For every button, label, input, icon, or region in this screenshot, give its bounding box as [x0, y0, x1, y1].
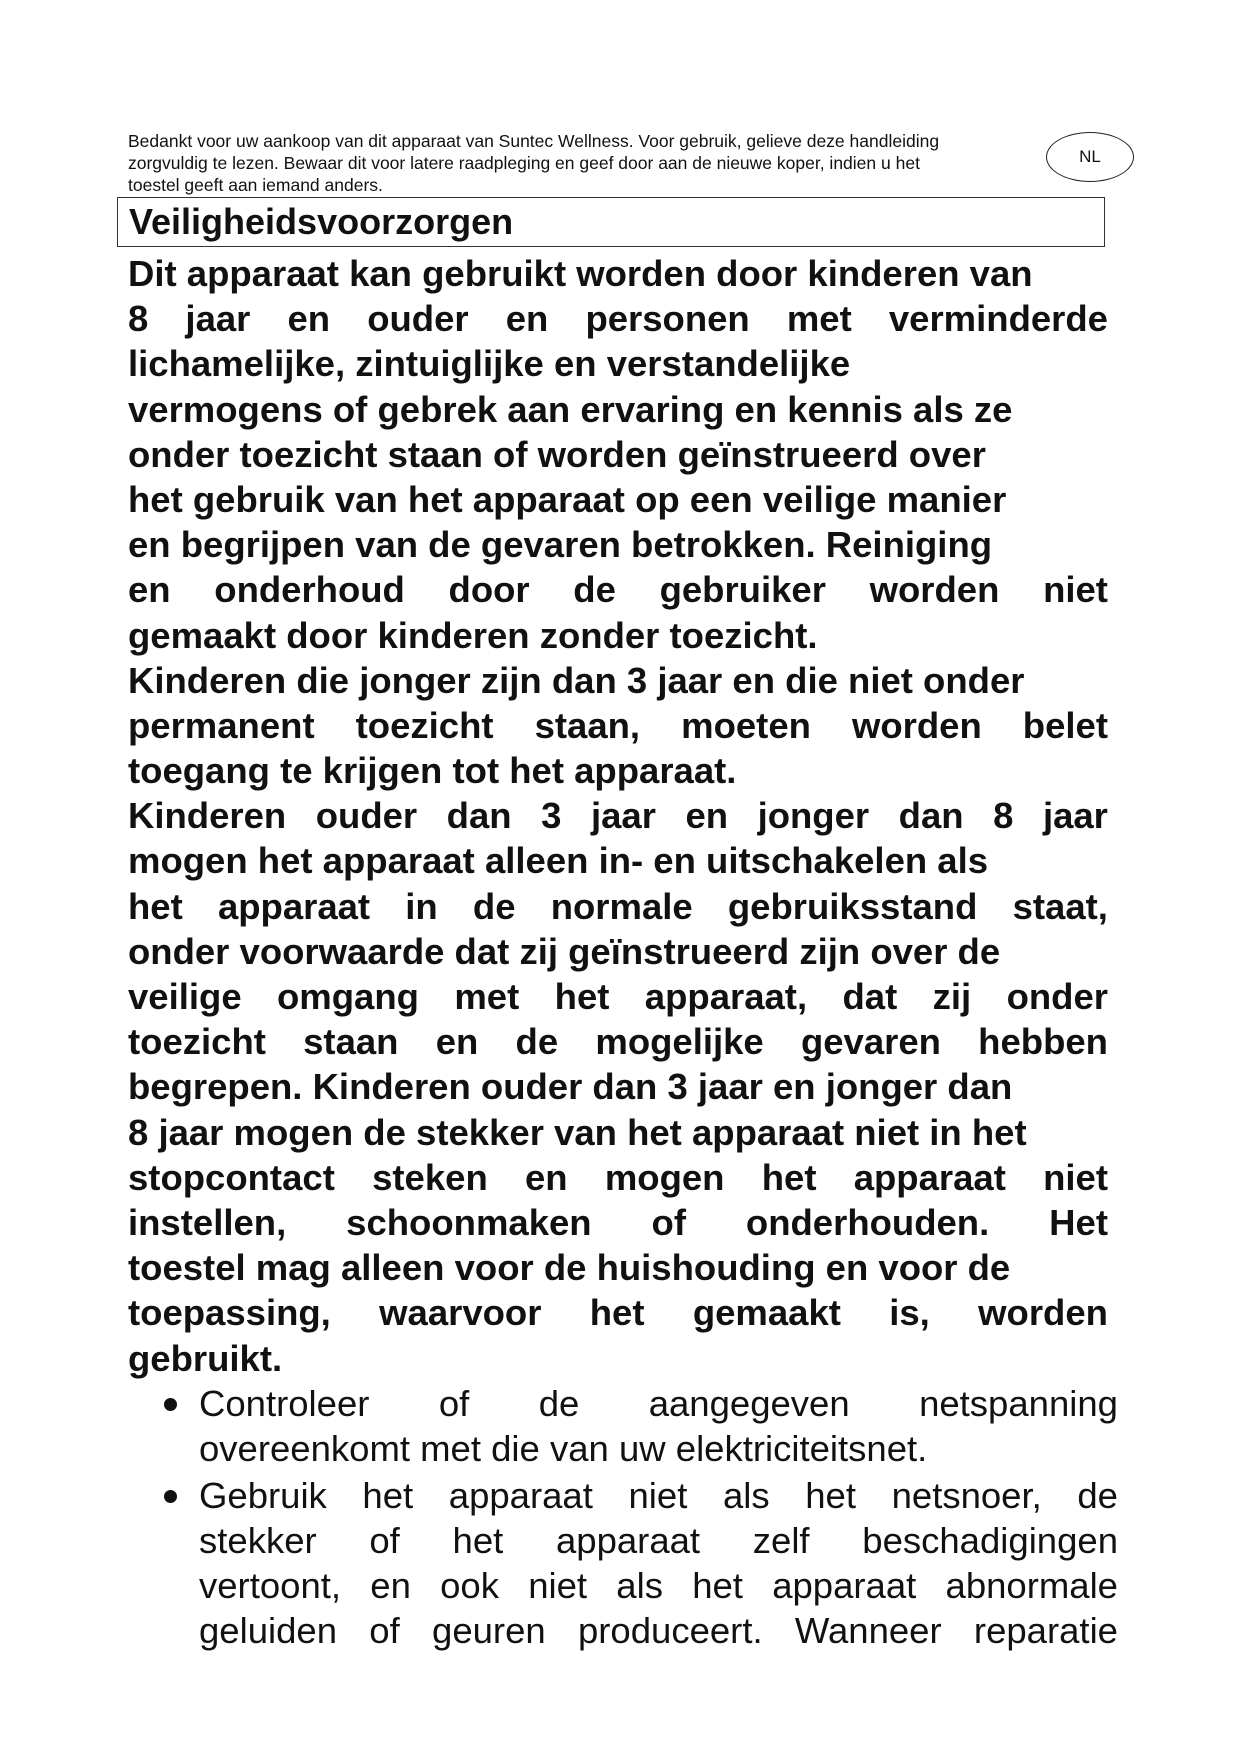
word: en: [524, 1156, 568, 1198]
word: apparaat: [772, 1565, 917, 1606]
paragraph-line: begrepen. Kinderen ouder dan 3 jaar en jonger dan: [128, 1066, 1013, 1108]
paragraph-line: onder toezicht staan of worden geïnstrueerd over: [128, 433, 986, 475]
word: belet: [1022, 704, 1108, 746]
word: de: [1077, 1475, 1118, 1516]
word: apparaat: [853, 1156, 1006, 1198]
bullet-line: [199, 1563, 1118, 1608]
word: hebben: [978, 1021, 1108, 1063]
paragraph-line: [128, 567, 1108, 612]
word: het: [362, 1475, 414, 1516]
word: veilige: [128, 976, 242, 1017]
word: of: [651, 1201, 686, 1243]
word: als: [616, 1565, 663, 1606]
word: niet: [1043, 569, 1108, 611]
word: ouder: [367, 298, 469, 340]
word: staan,: [534, 704, 641, 746]
word: produceert.: [577, 1610, 763, 1651]
list-item: [128, 1473, 1118, 1653]
word: de: [515, 1021, 559, 1063]
word: de: [472, 885, 516, 927]
paragraph-line: en begrijpen van de gevaren betrokken. Reiniging: [128, 524, 993, 566]
word: onderhouden.: [745, 1201, 990, 1243]
word: worden: [978, 1292, 1108, 1334]
word: met: [786, 298, 852, 340]
word: reparatie: [973, 1610, 1118, 1651]
word: 8: [128, 298, 149, 340]
word: toezicht: [128, 1021, 266, 1063]
word: staat,: [1012, 885, 1108, 927]
word: gebruiksstand: [727, 885, 978, 927]
paragraph-line: gebruikt.: [128, 1337, 283, 1379]
word: dat: [842, 976, 898, 1017]
word: in: [405, 885, 438, 927]
word: het: [692, 1565, 743, 1606]
word: zelf: [752, 1520, 810, 1561]
word: onder: [1006, 976, 1108, 1017]
paragraph-line: [128, 793, 1108, 838]
word: gevaren: [800, 1021, 941, 1063]
word: de: [538, 1383, 580, 1424]
word: geluiden: [199, 1610, 338, 1651]
bullet-dot-icon: [164, 1398, 177, 1411]
word: Wanneer: [794, 1610, 942, 1651]
word: of: [369, 1610, 400, 1651]
word: ook: [440, 1565, 499, 1606]
word: abnormale: [945, 1565, 1118, 1606]
paragraph-line: [128, 1290, 1108, 1335]
word: gebruiker: [659, 569, 826, 611]
word: worden: [851, 704, 982, 746]
word: netsnoer,: [891, 1475, 1042, 1516]
word: beschadigingen: [862, 1520, 1118, 1561]
word: het: [452, 1520, 504, 1561]
bullet-line: [199, 1518, 1118, 1563]
word: en: [370, 1565, 411, 1606]
paragraph-line: [128, 884, 1108, 929]
bullet-line: [199, 1473, 1118, 1518]
word: de: [573, 569, 616, 611]
word: niet: [528, 1565, 588, 1606]
paragraph-line: toestel mag alleen voor de huishouding en voor de: [128, 1247, 1011, 1289]
word: jaar: [1042, 795, 1108, 837]
word: apparaat: [555, 1520, 701, 1561]
word: toepassing,: [128, 1292, 331, 1334]
word: onderhoud: [214, 569, 405, 611]
paragraph-line: gemaakt door kinderen zonder toezicht.: [128, 614, 818, 656]
word: en: [505, 298, 549, 340]
paragraph-line: vermogens of gebrek aan ervaring en kennis als ze: [128, 388, 1013, 430]
paragraph-line: [128, 1200, 1108, 1245]
word: omgang: [277, 976, 419, 1017]
bullet-dot-icon: [164, 1490, 177, 1503]
word: mogelijke: [595, 1021, 764, 1063]
section-title: Veiligheidsvoorzorgen: [129, 201, 514, 242]
paragraph-line: toegang te krijgen tot het apparaat.: [128, 750, 737, 792]
word: moeten: [681, 704, 811, 746]
word: het: [589, 1292, 645, 1334]
word: en: [685, 795, 729, 837]
bullet-list: [128, 1381, 1118, 1653]
word: of: [438, 1383, 470, 1424]
word: 8: [993, 795, 1014, 837]
word: 3: [541, 795, 562, 837]
paragraph-line: het gebruik van het apparaat op een veilige manier: [128, 478, 1007, 520]
word: jaar: [590, 795, 656, 837]
word: vertoont,: [199, 1565, 342, 1606]
paragraph-line: [128, 974, 1108, 1019]
safety-paragraph: [128, 251, 1108, 1381]
word: ouder: [315, 795, 418, 837]
word: het: [761, 1156, 817, 1198]
word: het: [128, 885, 183, 927]
word: waarvoor: [379, 1292, 542, 1334]
word: en: [287, 298, 331, 340]
language-badge-label: NL: [1079, 147, 1101, 166]
paragraph-line: [128, 1155, 1108, 1200]
word: en: [128, 569, 171, 611]
word: dan: [446, 795, 512, 837]
paragraph-line: Kinderen die jonger zijn dan 3 jaar en die niet onder: [128, 659, 1025, 701]
word: of: [369, 1520, 400, 1561]
word: apparaat,: [644, 976, 808, 1017]
word: normale: [550, 885, 693, 927]
word: Controleer: [199, 1383, 370, 1424]
bullet-line: [199, 1608, 1118, 1653]
section-heading-box: [117, 197, 1105, 247]
word: is,: [889, 1292, 930, 1334]
bullet-line: overeenkomt met die van uw elektriciteitsnet.: [199, 1428, 928, 1469]
word: het: [554, 976, 610, 1017]
word: apparaat: [448, 1475, 593, 1516]
paragraph-line: mogen het apparaat alleen in- en uitschakelen als: [128, 840, 989, 882]
list-item: [128, 1381, 1118, 1471]
paragraph-line: lichamelijke, zintuiglijke en verstandelijke: [128, 343, 851, 385]
word: toezicht: [355, 704, 494, 746]
word: niet: [1043, 1156, 1108, 1198]
word: stekker: [199, 1520, 317, 1561]
word: geuren: [432, 1610, 546, 1651]
intro-text: [128, 130, 1043, 196]
word: niet: [628, 1475, 688, 1516]
intro-line: Bedankt voor uw aankoop van dit apparaat van Suntec Wellness. Voor gebruik, gelieve deze handleiding: [128, 131, 940, 151]
word: jaar: [185, 298, 251, 340]
word: Kinderen: [128, 795, 287, 837]
word: als: [722, 1475, 770, 1516]
paragraph-line: [128, 1019, 1108, 1064]
word: mogen: [604, 1156, 725, 1198]
word: zij: [932, 976, 972, 1017]
word: door: [448, 569, 530, 611]
word: en: [435, 1021, 479, 1063]
word: aangegeven: [648, 1383, 850, 1424]
word: met: [454, 976, 520, 1017]
word: Het: [1049, 1201, 1108, 1243]
word: apparaat: [217, 885, 371, 927]
word: verminderde: [888, 298, 1108, 340]
word: personen: [585, 298, 750, 340]
word: worden: [869, 569, 1000, 611]
word: netspanning: [919, 1383, 1118, 1424]
word: permanent: [128, 704, 315, 746]
word: instellen,: [128, 1201, 287, 1243]
language-badge: [1046, 132, 1134, 182]
bullet-line: [199, 1381, 1118, 1426]
word: dan: [898, 795, 964, 837]
word: stopcontact: [128, 1156, 335, 1198]
intro-line: toestel geeft aan iemand anders.: [128, 175, 383, 195]
word: jonger: [757, 795, 870, 837]
paragraph-line: 8 jaar mogen de stekker van het apparaat niet in het: [128, 1111, 1027, 1153]
paragraph-line: [128, 703, 1108, 748]
word: steken: [372, 1156, 488, 1198]
paragraph-line: Dit apparaat kan gebruikt worden door kinderen van: [128, 253, 1033, 294]
paragraph-line: onder voorwaarde dat zij geïnstrueerd zijn over de: [128, 930, 1001, 972]
paragraph-line: [128, 296, 1108, 341]
word: staan: [303, 1021, 399, 1063]
word: schoonmaken: [346, 1201, 592, 1243]
word: gemaakt: [692, 1292, 841, 1334]
word: het: [805, 1475, 856, 1516]
word: Gebruik: [199, 1475, 327, 1516]
intro-line: zorgvuldig te lezen. Bewaar dit voor latere raadpleging en geef door aan de nieuwe koper, indien u het: [128, 153, 920, 173]
